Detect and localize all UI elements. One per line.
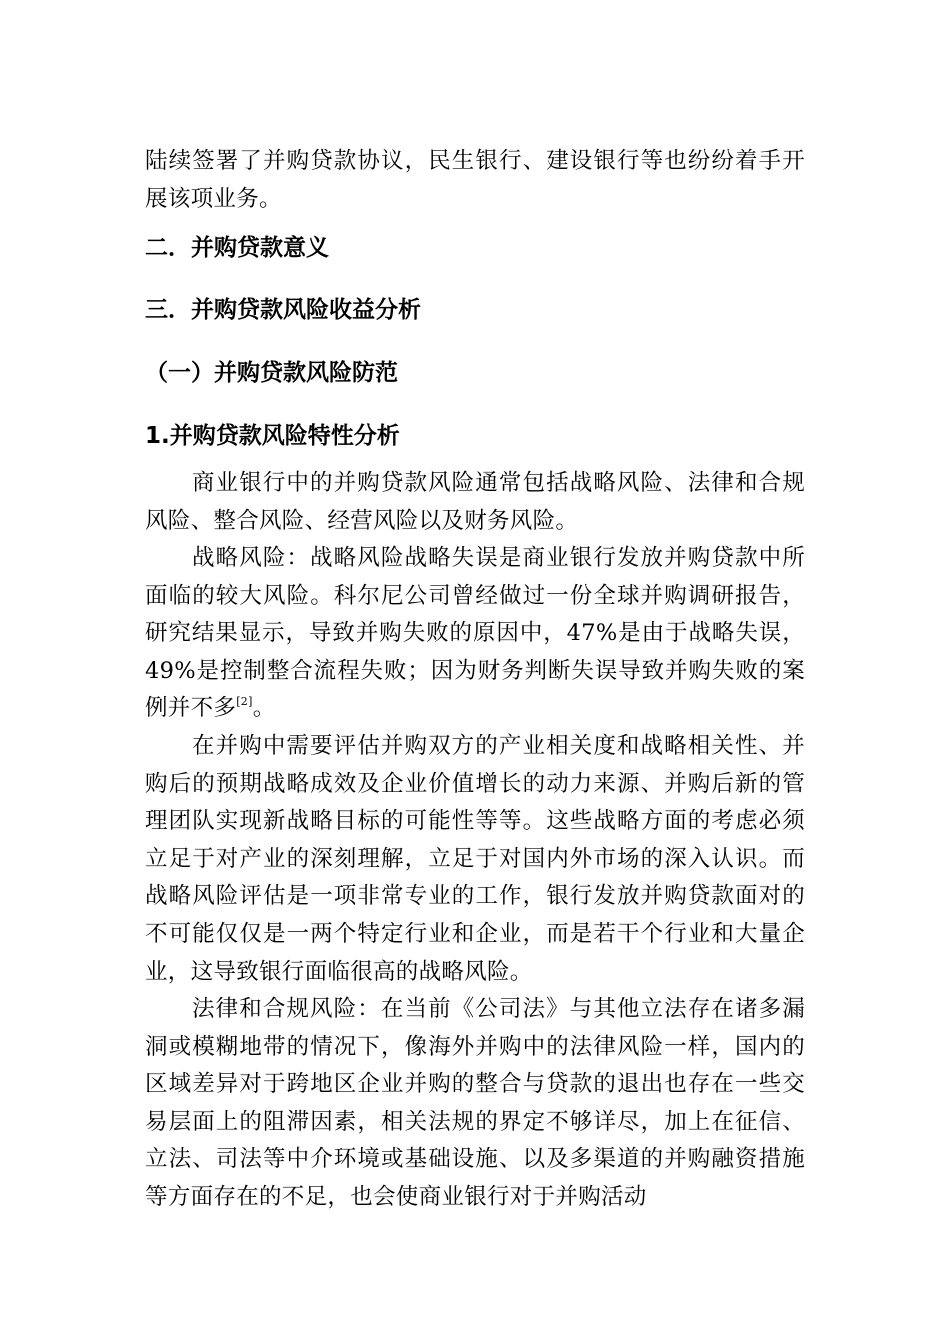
intro-paragraph: 商业银行中的并购贷款风险通常包括战略风险、法律和合规风险、整合风险、经营风险以及财务风险。 xyxy=(145,470,805,534)
strategy-assessment-paragraph: 在并购中需要评估并购双方的产业相关度和战略相关性、并购后的预期战略成效及企业价值增长的动力来源、并购后新的管理团队实现新战略目标的可能性等等。这些战略方面的考虑必须立足于对产业的深刻理解，立足于对国内外市场的深入认识。而战略风险评估是一项非常专业的工作，银行发放并购贷款面对的不可能仅仅是一两个特定行业和企业，而是若干个行业和大量企业，这导致银行面临很高的战略风险。 xyxy=(145,733,805,985)
section-heading-2: 二．并购贷款意义 xyxy=(145,235,329,261)
subsection-heading-1: （一）并购贷款风险防范 xyxy=(145,360,398,386)
strategy-risk-end: 。 xyxy=(252,695,276,722)
section-heading-3: 三．并购贷款风险收益分析 xyxy=(145,297,421,323)
citation-reference: [2] xyxy=(236,694,253,708)
subsubsection-heading-1: 1.并购贷款风险特性分析 xyxy=(145,423,400,449)
strategy-risk-paragraph xyxy=(145,540,805,728)
legal-compliance-paragraph: 法律和合规风险：在当前《公司法》与其他立法存在诸多漏洞或模糊地带的情况下，像海外并购中的法律风险一样，国内的区域差异对于跨地区企业并购的整合与贷款的退出也存在一些交易层面上的阻滞因素，相关法规的界定不够详尽，加上在征信、立法、司法等中介环境或基础设施、以及多渠道的并购融资措施等方面存在的不足，也会使商业银行对于并购活动 xyxy=(145,996,805,1210)
continuation-paragraph: 陆续签署了并购贷款协议，民生银行、建设银行等也纷纷着手开展该项业务。 xyxy=(145,148,805,212)
strategy-risk-text: 战略风险：战略风险战略失误是商业银行发放并购贷款中所面临的较大风险。科尔尼公司曾经做过一份全球并购调研报告，研究结果显示，导致并购失败的原因中，47%是由于战略失误，49%是控制整合流程失败；因为财务判断失误导致并购失败的案例并不多 xyxy=(145,545,805,722)
